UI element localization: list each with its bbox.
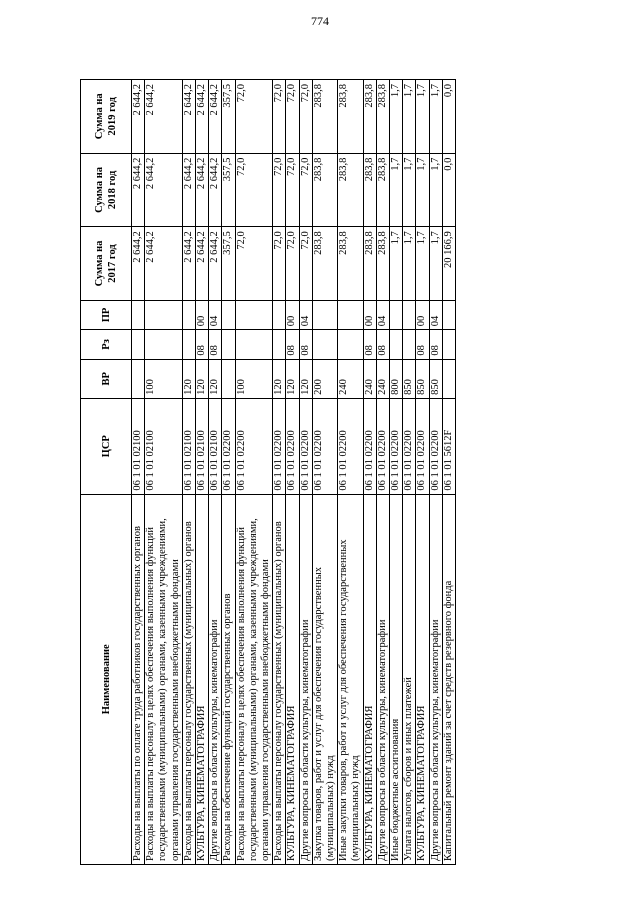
row-csr: 06 1 01 02200 — [235, 398, 273, 494]
row-csr: 06 1 01 02200 — [299, 398, 312, 494]
row-pr: 00 — [286, 300, 299, 329]
row-csr: 06 1 01 02200 — [390, 398, 403, 494]
table-row — [196, 80, 209, 865]
row-sum-2017: 2 644,2 — [145, 227, 183, 301]
page-number: 774 — [311, 14, 329, 28]
row-pr — [182, 300, 195, 329]
row-sum-2017: 283,8 — [376, 227, 389, 301]
row-vr: 120 — [273, 359, 286, 398]
row-rz — [442, 330, 455, 359]
row-name: Другие вопросы в области культуры, кинематографии — [209, 494, 222, 864]
row-vr: 240 — [376, 359, 389, 398]
row-rz — [145, 330, 183, 359]
row-sum-2018: 1,7 — [429, 153, 442, 227]
row-vr: 120 — [209, 359, 222, 398]
row-name: КУЛЬТУРА, КИНЕМАТОГРАФИЯ — [286, 494, 299, 864]
row-csr: 06 1 01 02100 — [132, 398, 145, 494]
header-rz: Рз — [81, 330, 132, 359]
row-name: Расходы на выплаты по оплате труда работников государственных органов — [132, 494, 145, 864]
row-vr: 240 — [338, 359, 363, 398]
row-sum-2019: 1,7 — [416, 80, 429, 154]
row-sum-2019: 2 644,2 — [209, 80, 222, 154]
row-vr: 240 — [363, 359, 376, 398]
table-row — [338, 80, 363, 865]
row-sum-2018: 2 644,2 — [196, 153, 209, 227]
row-pr — [145, 300, 183, 329]
row-csr: 06 1 01 02200 — [312, 398, 337, 494]
table-body — [132, 80, 456, 865]
row-rz — [312, 330, 337, 359]
row-name: Расходы на выплаты персоналу государственных (муниципальных) органов — [273, 494, 286, 864]
row-vr: 850 — [403, 359, 416, 398]
row-rz — [403, 330, 416, 359]
row-sum-2019: 2 644,2 — [132, 80, 145, 154]
row-rz: 08 — [416, 330, 429, 359]
row-sum-2019: 283,8 — [338, 80, 363, 154]
row-rz: 08 — [286, 330, 299, 359]
row-sum-2018: 2 644,2 — [132, 153, 145, 227]
row-sum-2019: 357,5 — [222, 80, 235, 154]
row-pr — [132, 300, 145, 329]
row-rz — [390, 330, 403, 359]
table-row — [132, 80, 145, 865]
row-csr: 06 1 01 02200 — [222, 398, 235, 494]
row-rz: 08 — [196, 330, 209, 359]
table-row — [235, 80, 273, 865]
row-sum-2017: 1,7 — [429, 227, 442, 301]
row-vr: 850 — [429, 359, 442, 398]
row-pr — [338, 300, 363, 329]
row-sum-2019: 72,0 — [299, 80, 312, 154]
row-sum-2018: 72,0 — [286, 153, 299, 227]
row-csr: 06 1 01 02200 — [338, 398, 363, 494]
row-vr: 800 — [390, 359, 403, 398]
row-vr: 100 — [145, 359, 183, 398]
row-sum-2018: 72,0 — [235, 153, 273, 227]
table-row — [299, 80, 312, 865]
row-pr — [235, 300, 273, 329]
row-sum-2019: 283,8 — [376, 80, 389, 154]
row-csr: 06 1 01 5612F — [442, 398, 455, 494]
row-sum-2019: 72,0 — [273, 80, 286, 154]
row-sum-2017: 72,0 — [235, 227, 273, 301]
table-row — [363, 80, 376, 865]
row-csr: 06 1 01 02200 — [376, 398, 389, 494]
row-sum-2018: 2 644,2 — [145, 153, 183, 227]
row-sum-2019: 72,0 — [235, 80, 273, 154]
budget-table — [80, 79, 456, 865]
row-sum-2018: 283,8 — [376, 153, 389, 227]
table-row — [390, 80, 403, 865]
row-sum-2019: 2 644,2 — [196, 80, 209, 154]
row-rz: 08 — [209, 330, 222, 359]
row-pr — [222, 300, 235, 329]
row-name: Другие вопросы в области культуры, кинематографии — [376, 494, 389, 864]
row-sum-2019: 1,7 — [429, 80, 442, 154]
row-vr: 120 — [286, 359, 299, 398]
row-vr: 850 — [416, 359, 429, 398]
row-sum-2018: 283,8 — [338, 153, 363, 227]
row-sum-2018: 1,7 — [416, 153, 429, 227]
row-sum-2017: 283,8 — [363, 227, 376, 301]
row-sum-2017: 72,0 — [299, 227, 312, 301]
header-pr: ПР — [81, 300, 132, 329]
row-vr — [442, 359, 455, 398]
row-sum-2018: 72,0 — [299, 153, 312, 227]
row-name: Закупка товаров, работ и услуг для обеспечения государственных (муниципальных) нужд — [312, 494, 337, 864]
row-name: Уплата налогов, сборов и иных платежей — [403, 494, 416, 864]
row-vr: 200 — [312, 359, 337, 398]
row-name: Другие вопросы в области культуры, кинематографии — [429, 494, 442, 864]
row-name: КУЛЬТУРА, КИНЕМАТОГРАФИЯ — [416, 494, 429, 864]
header-sum-2019: Сумма на 2019 год — [81, 80, 132, 154]
row-sum-2019: 283,8 — [363, 80, 376, 154]
row-sum-2017: 283,8 — [312, 227, 337, 301]
header-vr: ВР — [81, 359, 132, 398]
header-sum-2018: Сумма на 2018 год — [81, 153, 132, 227]
row-sum-2017: 1,7 — [416, 227, 429, 301]
table-row — [416, 80, 429, 865]
row-vr: 100 — [235, 359, 273, 398]
row-name: Иные закупки товаров, работ и услуг для обеспечения государственных (муниципальных) нужд — [338, 494, 363, 864]
header-csr: ЦСР — [81, 398, 132, 494]
row-csr: 06 1 01 02100 — [196, 398, 209, 494]
table-header-row — [81, 80, 132, 865]
row-csr: 06 1 01 02200 — [429, 398, 442, 494]
row-vr: 120 — [182, 359, 195, 398]
row-csr: 06 1 01 02100 — [182, 398, 195, 494]
row-sum-2018: 2 644,2 — [209, 153, 222, 227]
row-pr — [390, 300, 403, 329]
table-row — [403, 80, 416, 865]
table-row — [429, 80, 442, 865]
row-rz: 08 — [363, 330, 376, 359]
row-name: Иные бюджетные ассигнования — [390, 494, 403, 864]
row-sum-2019: 72,0 — [286, 80, 299, 154]
header-sum-2017: Сумма на 2017 год — [81, 227, 132, 301]
row-rz — [182, 330, 195, 359]
row-sum-2017: 20 166,9 — [442, 227, 455, 301]
row-name: Другие вопросы в области культуры, кинематографии — [299, 494, 312, 864]
row-csr: 06 1 01 02100 — [145, 398, 183, 494]
row-csr: 06 1 01 02200 — [273, 398, 286, 494]
row-pr: 00 — [416, 300, 429, 329]
row-vr: 120 — [299, 359, 312, 398]
row-sum-2018: 1,7 — [390, 153, 403, 227]
row-pr: 00 — [363, 300, 376, 329]
table-row — [376, 80, 389, 865]
row-sum-2017: 1,7 — [403, 227, 416, 301]
row-name: КУЛЬТУРА, КИНЕМАТОГРАФИЯ — [363, 494, 376, 864]
header-name: Наименование — [81, 494, 132, 864]
row-rz: 08 — [299, 330, 312, 359]
row-rz: 08 — [429, 330, 442, 359]
table-row — [312, 80, 337, 865]
row-name: Расходы на выплаты персоналу в целях обеспечения выполнения функций государственными (муниципальными) органами, казенными учреждениями, органами управления государственными внебюджетными фондами — [235, 494, 273, 864]
row-sum-2019: 1,7 — [403, 80, 416, 154]
row-pr — [312, 300, 337, 329]
row-sum-2017: 72,0 — [286, 227, 299, 301]
row-sum-2018: 2 644,2 — [182, 153, 195, 227]
row-sum-2018: 283,8 — [312, 153, 337, 227]
budget-table-rotated — [80, 79, 537, 865]
row-pr: 04 — [299, 300, 312, 329]
row-name: Расходы на выплаты персоналу в целях обеспечения выполнения функций государственными (муниципальными) органами, казенными учреждениями, органами управления государственными внебюджетными фондами — [145, 494, 183, 864]
row-sum-2018: 72,0 — [273, 153, 286, 227]
row-sum-2017: 2 644,2 — [182, 227, 195, 301]
row-sum-2019: 1,7 — [390, 80, 403, 154]
table-row — [182, 80, 195, 865]
row-name: КУЛЬТУРА, КИНЕМАТОГРАФИЯ — [196, 494, 209, 864]
row-rz — [222, 330, 235, 359]
row-vr: 120 — [196, 359, 209, 398]
row-rz — [235, 330, 273, 359]
row-name: Расходы на обеспечение функций государственных органов — [222, 494, 235, 864]
row-sum-2018: 357,5 — [222, 153, 235, 227]
row-name: Расходы на выплаты персоналу государственных (муниципальных) органов — [182, 494, 195, 864]
row-vr — [132, 359, 145, 398]
row-sum-2017: 2 644,2 — [132, 227, 145, 301]
row-sum-2017: 357,5 — [222, 227, 235, 301]
table-row — [286, 80, 299, 865]
row-sum-2017: 2 644,2 — [209, 227, 222, 301]
row-csr: 06 1 01 02200 — [363, 398, 376, 494]
table-row — [145, 80, 183, 865]
row-pr: 04 — [376, 300, 389, 329]
row-pr: 04 — [429, 300, 442, 329]
table-row — [273, 80, 286, 865]
row-sum-2017: 72,0 — [273, 227, 286, 301]
row-sum-2017: 2 644,2 — [196, 227, 209, 301]
row-sum-2017: 1,7 — [390, 227, 403, 301]
row-sum-2017: 283,8 — [338, 227, 363, 301]
row-sum-2019: 0,0 — [442, 80, 455, 154]
row-pr — [273, 300, 286, 329]
table-row — [209, 80, 222, 865]
row-pr: 04 — [209, 300, 222, 329]
row-sum-2018: 0,0 — [442, 153, 455, 227]
table-row — [222, 80, 235, 865]
row-sum-2018: 1,7 — [403, 153, 416, 227]
row-csr: 06 1 01 02200 — [416, 398, 429, 494]
row-pr — [403, 300, 416, 329]
row-rz: 08 — [376, 330, 389, 359]
row-sum-2019: 283,8 — [312, 80, 337, 154]
row-rz — [273, 330, 286, 359]
row-name: Капитальный ремонт зданий за счет средств резервного фонда — [442, 494, 455, 864]
row-rz — [132, 330, 145, 359]
row-csr: 06 1 01 02200 — [286, 398, 299, 494]
row-pr — [442, 300, 455, 329]
row-sum-2019: 2 644,2 — [145, 80, 183, 154]
row-csr: 06 1 01 02100 — [209, 398, 222, 494]
row-vr — [222, 359, 235, 398]
row-pr: 00 — [196, 300, 209, 329]
row-csr: 06 1 01 02200 — [403, 398, 416, 494]
row-sum-2019: 2 644,2 — [182, 80, 195, 154]
row-rz — [338, 330, 363, 359]
row-sum-2018: 283,8 — [363, 153, 376, 227]
table-row — [442, 80, 455, 865]
